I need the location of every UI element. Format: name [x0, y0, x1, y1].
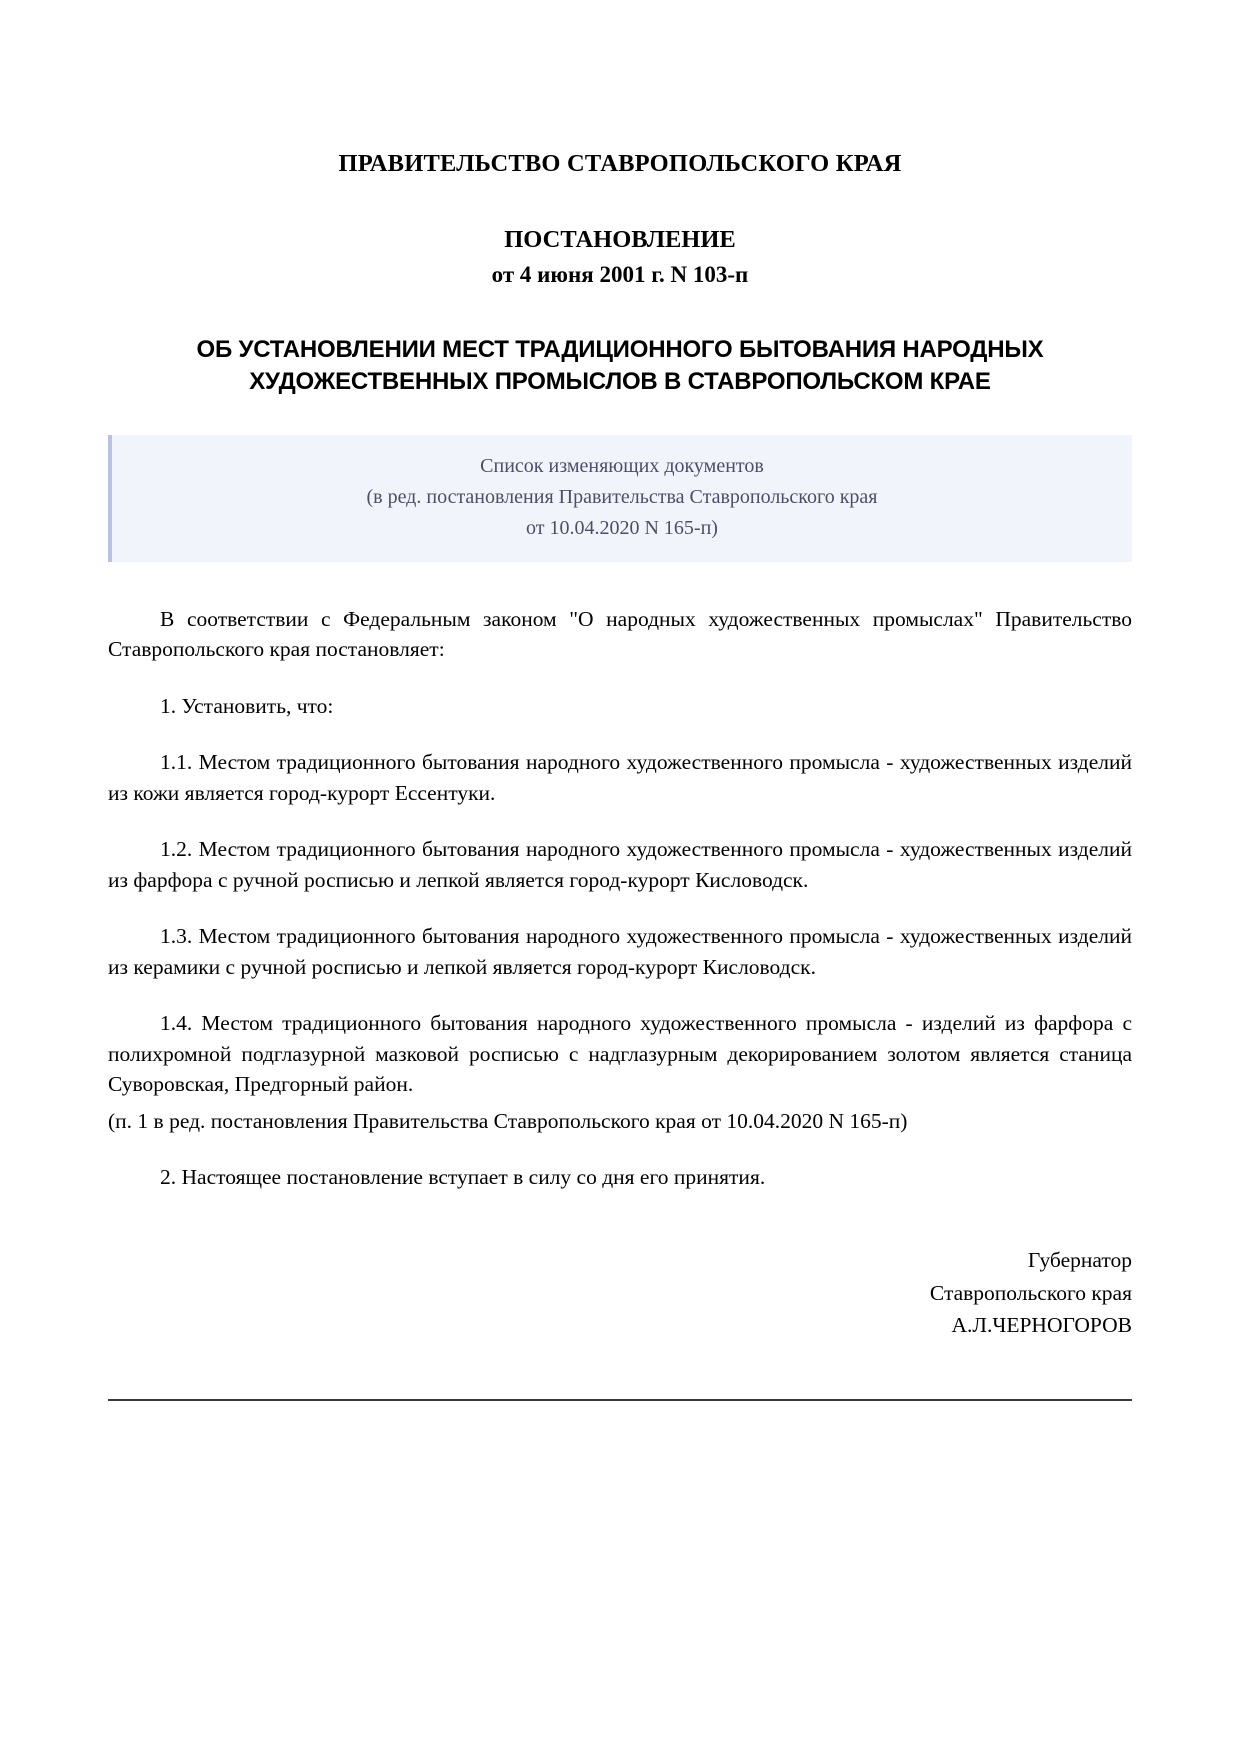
amendment-note: (п. 1 в ред. постановления Правительства Ставропольского края от 10.04.2020 N 165-п) [108, 1108, 908, 1133]
document-header [108, 150, 1132, 399]
paragraph-1-4: 1.4. Местом традиционного бытования народного художественного промысла - изделий из фарфора с полихромной подглазурной мазковой росписью с надглазурным декорированием золотом является станица Суворовская, Предгорный район. [108, 1011, 1132, 1097]
signature-position: Губернатор [1027, 1248, 1132, 1272]
document-date-number: от 4 июня 2001 г. N 103-п [491, 262, 749, 287]
paragraph-2: 2. Настоящее постановление вступает в силу со дня его принятия. [160, 1165, 766, 1190]
signature-region: Ставропольского края [929, 1280, 1132, 1305]
signature-block [108, 1245, 1132, 1341]
document-title-line-2: ХУДОЖЕСТВЕННЫХ ПРОМЫСЛОВ В СТАВРОПОЛЬСКОМ КРАЕ [249, 368, 991, 396]
document-type: ПОСТАНОВЛЕНИЕ [504, 226, 736, 253]
document-title-line-1: ОБ УСТАНОВЛЕНИИ МЕСТ ТРАДИЦИОННОГО БЫТОВАНИЯ НАРОДНЫХ [196, 336, 1044, 363]
document-body [108, 604, 1132, 1193]
document-title [130, 334, 1110, 399]
changing-documents-line-3: от 10.04.2020 N 165-п) [526, 516, 718, 539]
signature-name: А.Л.ЧЕРНОГОРОВ [951, 1313, 1132, 1338]
changing-documents-line-2: (в ред. постановления Правительства Ставропольского края [366, 485, 878, 508]
paragraph-1-1: 1.1. Местом традиционного бытования народного художественного промысла - художественных изделий из кожи является город-курорт Ессентуки. [108, 750, 1132, 805]
paragraph-1: 1. Установить, что: [160, 693, 334, 718]
changing-documents-box [108, 435, 1132, 562]
organization-title: ПРАВИТЕЛЬСТВО СТАВРОПОЛЬСКОГО КРАЯ [338, 150, 902, 177]
changing-documents-title: Список изменяющих документов [480, 454, 764, 477]
paragraph-intro: В соответствии с Федеральным законом "О народных художественных промыслах" Правительство Ставропольского края постановляет: [108, 606, 1132, 662]
paragraph-1-2: 1.2. Местом традиционного бытования народного художественного промысла - художественных изделий из фарфора с ручной росписью и лепкой является город-курорт Кисловодск. [108, 837, 1132, 892]
footer-divider [108, 1399, 1132, 1401]
paragraph-1-3: 1.3. Местом традиционного бытования народного художественного промысла - художественных изделий из керамики с ручной росписью и лепкой является город-курорт Кисловодск. [108, 924, 1132, 979]
